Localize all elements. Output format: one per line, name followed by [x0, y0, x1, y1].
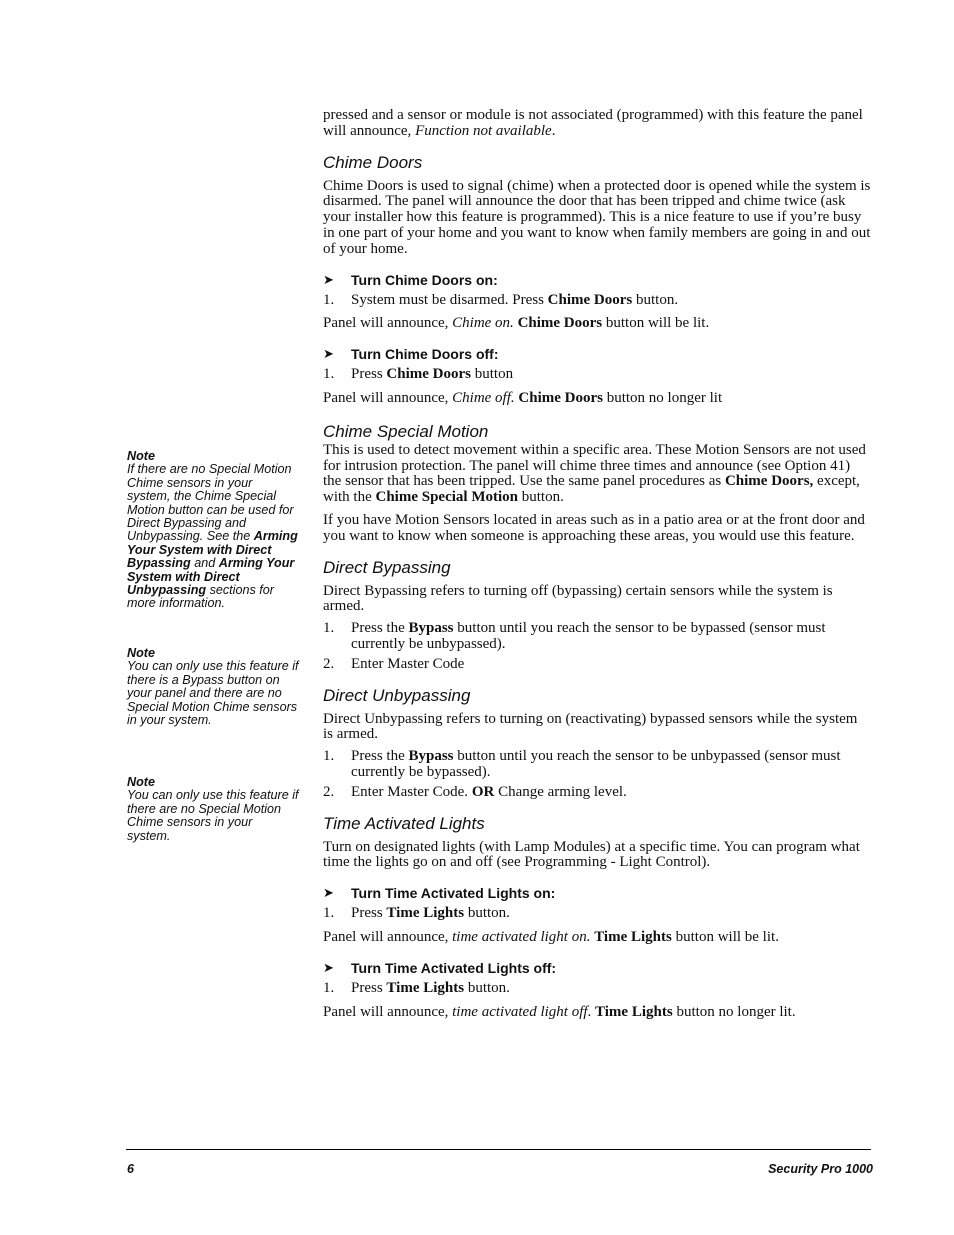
chime-doors-body: Chime Doors is used to signal (chime) when a protected door is opened while the system is disarmed. The panel will announce the door that has been tripped and chime twice (ask your installer how this feature is programmed). This is a nice feature to use if you’re busy in one part of your home and you want to know when family members are going in and out of your home.	[323, 177, 871, 257]
chime-doors-on-announce: Panel will announce, Chime on. Chime Doors button will be lit.	[323, 315, 710, 332]
chime-motion-heading: Chime Special Motion	[323, 421, 489, 441]
note-text: If there are no Special Motion Chime sensors in your system, the Chime Special Motion button can be used for Direct Bypassing and Unbypassing. See the Arming Your System with Direct Bypassing and Arming Your System with Direct Unbypassing sections for more information.	[127, 462, 298, 611]
direct-unbypass-step-1: 1. Press the Bypass button until you reach the sensor to be unbypassed (sensor must currently be bypassed).	[323, 748, 841, 780]
note-title: Note	[127, 449, 155, 463]
direct-bypass-body: Direct Bypassing refers to turning off (bypassing) certain sensors while the system is armed.	[323, 582, 833, 615]
chime-doors-off-announce: Panel will announce, Chime off. Chime Doors button no longer lit	[323, 389, 723, 406]
arrowhead-bullet-icon: ➤	[323, 959, 334, 975]
note-text: You can only use this feature if there is a Bypass button on your panel and there are no Special Motion Chime sensors in your system.	[127, 659, 299, 728]
intro-paragraph: pressed and a sensor or module is not associated (programmed) with this feature the panel will announce, Function not available.	[323, 107, 863, 139]
chime-doors-on-step: 1. System must be disarmed. Press Chime Doors button.	[323, 291, 679, 308]
footer-product-name: Security Pro 1000	[768, 1162, 873, 1176]
direct-bypass-step-1: 1. Press the Bypass button until you reach the sensor to be bypassed (sensor must currently be unbypassed).	[323, 620, 826, 652]
time-lights-heading: Time Activated Lights	[323, 813, 485, 833]
side-note-3	[127, 776, 299, 843]
chime-doors-off-heading: ➤ Turn Chime Doors off:	[323, 346, 499, 363]
chime-motion-body-2: If you have Motion Sensors located in areas such as in a patio area or at the front door and you want to know when someone is approaching these areas, you would use this feature.	[323, 511, 865, 544]
direct-unbypass-body: Direct Unbypassing refers to turning on (reactivating) bypassed sensors while the system is armed.	[323, 710, 858, 743]
direct-bypass-step-2: 2. Enter Master Code	[323, 655, 465, 672]
time-lights-on-heading: ➤ Turn Time Activated Lights on:	[323, 885, 556, 902]
time-lights-body: Turn on designated lights (with Lamp Modules) at a specific time. You can program what time the lights go on and off (see Programming - Light Control).	[323, 838, 860, 871]
direct-bypass-heading: Direct Bypassing	[323, 557, 451, 577]
chime-doors-on-heading: ➤ Turn Chime Doors on:	[323, 271, 498, 288]
arrowhead-bullet-icon: ➤	[323, 271, 334, 287]
time-lights-off-announce: Panel will announce, time activated light off. Time Lights button no longer lit.	[323, 1003, 796, 1020]
note-text: You can only use this feature if there are no Special Motion Chime sensors in your system.	[127, 788, 299, 843]
chime-doors-off-step: 1. Press Chime Doors button	[323, 366, 514, 383]
side-note-2	[127, 647, 299, 727]
arrowhead-bullet-icon: ➤	[323, 885, 334, 901]
note-title: Note	[127, 775, 155, 789]
time-lights-off-heading: ➤ Turn Time Activated Lights off:	[323, 959, 557, 976]
time-lights-on-step: 1. Press Time Lights button.	[323, 905, 510, 922]
chime-motion-body: This is used to detect movement within a specific area. These Motion Sensors are not used for intrusion protection. The panel will chime three times and announce (see Option 41) the sensor that has been tripped. Use the same panel procedures as Chime Doors, except, with the Chime Special Motion button.	[323, 441, 866, 506]
arrowhead-bullet-icon: ➤	[323, 346, 334, 362]
chime-doors-heading: Chime Doors	[323, 152, 423, 172]
page-number: 6	[127, 1162, 134, 1176]
main-column	[323, 108, 871, 1020]
direct-unbypass-step-2: 2. Enter Master Code. OR Change arming level.	[323, 783, 627, 800]
time-lights-off-step: 1. Press Time Lights button.	[323, 979, 510, 996]
direct-unbypass-heading: Direct Unbypassing	[323, 685, 471, 705]
footer-rule	[126, 1149, 871, 1150]
time-lights-on-announce: Panel will announce, time activated light on. Time Lights button will be lit.	[323, 928, 779, 945]
note-title: Note	[127, 646, 155, 660]
side-note-1	[127, 450, 299, 611]
